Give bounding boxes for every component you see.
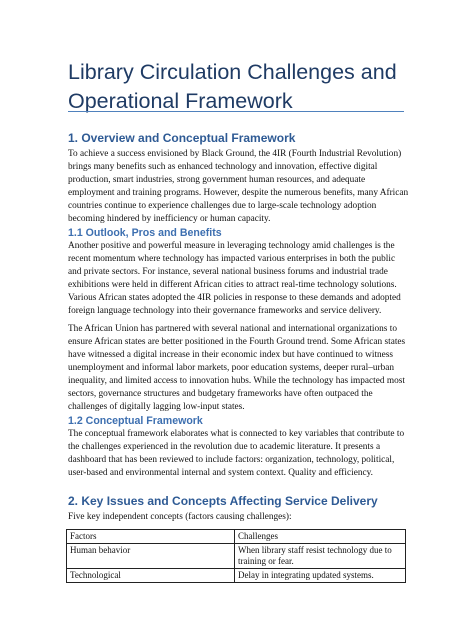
document-title — [68, 58, 408, 116]
section-1-line: becoming hindered by inefficiency or human capacity. — [68, 214, 271, 224]
section-1-1-p1-line: foreign language technology into their governance frameworks and service delivery. — [68, 306, 382, 316]
section-1-1-heading: 1.1 Outlook, Pros and Benefits — [68, 227, 222, 239]
section-1-2-line: the challenges experienced in the revolution due to academic literature. It presents a — [68, 442, 381, 452]
section-1-1-p2-line: challenges of digitally lagging low-input states. — [68, 402, 245, 412]
section-1-1-p1-line: and private sectors. For instance, several national business forums and industrial trade — [68, 267, 388, 277]
section-1-heading: 1. Overview and Conceptual Framework — [68, 131, 296, 145]
section-1-1-p2-line: sectors, governance structures and budgetary frameworks have often outpaced the — [68, 389, 373, 399]
table-header-row — [67, 530, 406, 544]
table-header-cell: Challenges — [235, 530, 406, 544]
table-row — [67, 569, 406, 583]
section-1-1-p1-line: Various African states adopted the 4IR policies in response to these demands and adopted — [68, 293, 401, 303]
section-1-2-heading: 1.2 Conceptual Framework — [68, 415, 203, 427]
section-1-2-line: The conceptual framework elaborates what is connected to key variables that contribute to — [68, 429, 405, 439]
section-1-line: brings many benefits such as enhanced technology and innovation, effective digital — [68, 162, 378, 172]
section-1-1-p2-line: unemployment and informal labor markets, poor education systems, deeper rural–urban — [68, 363, 395, 373]
section-1-2-line: user-based and environmental internal and system context. Quality and efficiency. — [68, 468, 373, 478]
section-1-line: production, smart industries, strong government human resources, and adequate — [68, 175, 366, 185]
section-2-heading: 2. Key Issues and Concepts Affecting Service Delivery — [68, 494, 378, 508]
table-cell-factor: Technological — [67, 569, 235, 583]
table-row — [67, 544, 406, 569]
section-1-line: To achieve a success envisioned by Black Ground, the 4IR (Fourth Industrial Revolution) — [68, 149, 402, 159]
section-1-1-p1-line: recent momentum where technology has impacted various enterprises in both the public — [68, 254, 396, 264]
title-line-2: Operational Framework — [68, 89, 293, 113]
section-1-1-p2-line: inequality, and limited access to innovation hubs. While the technology has impacted most — [68, 376, 405, 386]
section-1-line: countries continue to experience challenges due to large-scale technology adoption — [68, 201, 377, 211]
section-1-1-p1-line: exhibitions were held in different African cities to attract real-time technology solutions. — [68, 280, 397, 290]
table-cell-text: When library staff resist technology due to — [238, 545, 392, 555]
table-cell-challenge — [235, 544, 406, 569]
title-underline — [68, 111, 404, 112]
title-line-1: Library Circulation Challenges and — [68, 60, 397, 84]
section-2-intro: Five key independent concepts (factors causing challenges): — [68, 512, 292, 522]
section-1-1-p2-line: have witnessed a digital increase in their economic index but have continued to witness — [68, 350, 394, 360]
table-cell-factor: Human behavior — [67, 544, 235, 569]
section-1-line: employment and training programs. However, despite the numerous benefits, many African — [68, 188, 409, 198]
factors-table — [66, 529, 406, 583]
section-1-2-line: dashboard that has been reviewed to include factors: organization, technology, political, — [68, 455, 395, 465]
table-cell-text: training or fear. — [238, 556, 294, 566]
section-1-1-p1-line: Another positive and powerful measure in leveraging technology amid challenges is the — [68, 241, 395, 251]
table-cell-challenge: Delay in integrating updated systems. — [235, 569, 406, 583]
section-1-1-p2-line: ensure African states are better positioned in the Fourth Ground trend. Some African states — [68, 337, 406, 347]
table-header-cell: Factors — [67, 530, 235, 544]
section-1-1-p2-line: The African Union has partnered with several national and international organizations to — [68, 324, 397, 334]
